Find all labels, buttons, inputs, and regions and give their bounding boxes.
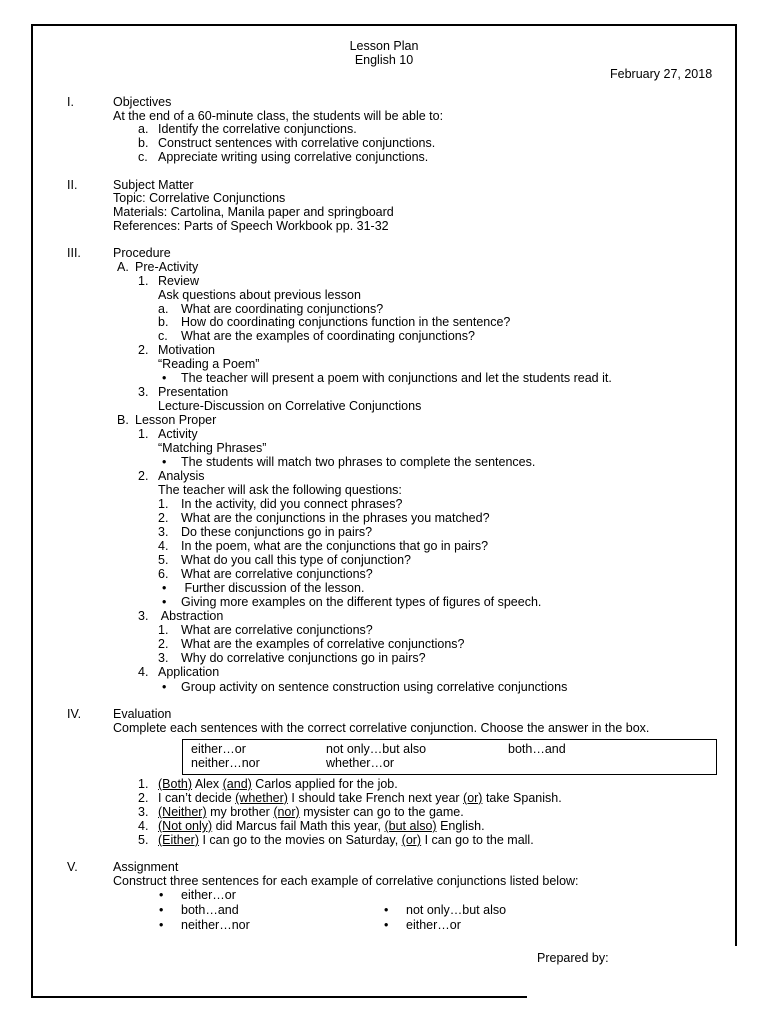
answer-choice: whether…or [326,756,395,770]
bullet: • [162,595,167,609]
list-item: either…or [406,918,461,932]
answer-blank: (Either) [158,833,199,847]
list-marker: 2. [138,343,149,357]
sentence-text: Alex [192,777,223,791]
page-border-right [735,24,737,946]
list-item: What are correlative conjunctions? [181,623,373,637]
section-numeral: V. [67,860,78,874]
sentence-text: English. [436,819,485,833]
list-marker: 1. [138,427,149,441]
list-marker: 6. [158,567,169,581]
bullet: • [384,918,389,932]
evaluation-item [158,777,398,791]
answer-blank: (Neither) [158,805,207,819]
subject-materials: Materials: Cartolina, Manila paper and springboard [113,205,394,219]
list-item: either…or [181,888,236,902]
list-marker: b. [138,136,149,150]
list-marker: 1. [138,274,149,288]
step-review: Review [158,274,199,288]
answer-blank: (Not only) [158,819,213,833]
list-marker: 3. [138,385,149,399]
section-heading-evaluation: Evaluation [113,707,172,721]
section-heading-objectives: Objectives [113,95,172,109]
list-marker: 4. [158,539,169,553]
list-item: In the activity, did you connect phrases? [181,497,403,511]
page-border-left [31,24,33,998]
list-item: In the poem, what are the conjunctions that go in pairs? [181,539,489,553]
list-item: Giving more examples on the different types of figures of speech. [181,595,542,609]
bullet: • [159,888,164,902]
list-marker: 3. [138,805,149,819]
list-marker: c. [138,150,148,164]
section-numeral: III. [67,246,81,260]
step-abstraction: Abstraction [158,609,224,623]
sentence-text: take Spanish. [482,791,562,805]
list-item: Group activity on sentence construction using correlative conjunctions [181,680,568,694]
answer-choice: either…or [191,742,246,756]
subject-topic: Topic: Correlative Conjunctions [113,191,286,205]
sentence-text: Carlos applied for the job. [251,777,398,791]
subsection-pre-activity: Pre-Activity [135,260,199,274]
list-marker: 3. [158,651,169,665]
list-item: The students will match two phrases to complete the sentences. [181,455,536,469]
list-marker: a. [158,302,169,316]
list-marker: 3. [158,525,169,539]
section-heading-assignment: Assignment [113,860,179,874]
assignment-instruction: Construct three sentences for each example of correlative conjunctions listed below: [113,874,579,888]
sentence-text: I can go to the movies on Saturday, [198,833,402,847]
list-item: What are the conjunctions in the phrases you matched? [181,511,490,525]
list-marker: 4. [138,819,149,833]
bullet: • [162,371,167,385]
step-application: Application [158,665,220,679]
list-item: Appreciate writing using correlative conjunctions. [158,150,429,164]
list-marker: a. [138,122,149,136]
answer-blank: (or) [401,833,422,847]
list-item: What are coordinating conjunctions? [181,302,384,316]
sentence-text: did Marcus fail Math this year, [212,819,385,833]
bullet: • [162,455,167,469]
list-marker: B. [117,413,129,427]
evaluation-item [158,819,485,833]
list-item: What do you call this type of conjunction? [181,553,411,567]
answer-choice: both…and [508,742,566,756]
bullet: • [159,918,164,932]
list-item: Why do correlative conjunctions go in pairs? [181,651,426,665]
motivation-title: “Reading a Poem” [158,357,260,371]
step-motivation: Motivation [158,343,215,357]
presentation-text: Lecture-Discussion on Correlative Conjunctions [158,399,422,413]
answer-choice: neither…nor [191,756,260,770]
answer-blank: (Both) [158,777,193,791]
section-heading-subject-matter: Subject Matter [113,178,194,192]
page-border-top [31,24,737,26]
list-item: neither…nor [181,918,250,932]
section-numeral: I. [67,95,74,109]
list-marker: A. [117,260,129,274]
answer-blank: (or) [463,791,483,805]
list-marker: 2. [138,469,149,483]
answer-box [182,739,717,775]
list-marker: 2. [138,791,149,805]
evaluation-instruction: Complete each sentences with the correct correlative conjunction. Choose the answer in the box. [113,721,650,735]
page-date: February 27, 2018 [610,67,713,81]
list-item: not only…but also [406,903,507,917]
sentence-text: mysister can go to the game. [299,805,464,819]
answer-blank: (and) [222,777,252,791]
page-border-bottom [31,996,527,998]
list-marker: 5. [158,553,169,567]
subject-references: References: Parts of Speech Workbook pp. 31-32 [113,219,389,233]
list-marker: c. [158,329,168,343]
step-activity: Activity [158,427,198,441]
list-item: What are the examples of coordinating conjunctions? [181,329,475,343]
list-item: The teacher will present a poem with conjunctions and let the students read it. [181,371,612,385]
list-item: How do coordinating conjunctions function in the sentence? [181,315,511,329]
list-marker: 1. [158,623,169,637]
analysis-intro: The teacher will ask the following questions: [158,483,402,497]
list-item: Further discussion of the lesson. [181,581,365,595]
sentence-text: I should take French next year [287,791,464,805]
list-marker: 5. [138,833,149,847]
activity-title: “Matching Phrases” [158,441,267,455]
prepared-by-label: Prepared by: [537,951,609,965]
list-item: both…and [181,903,239,917]
list-marker: 1. [138,777,149,791]
list-marker: 4. [138,665,149,679]
bullet: • [384,903,389,917]
list-item: Identify the correlative conjunctions. [158,122,357,136]
bullet: • [162,581,167,595]
page-title: Lesson Plan [349,39,419,53]
subsection-lesson-proper: Lesson Proper [135,413,217,427]
list-item: What are the examples of correlative conjunctions? [181,637,465,651]
list-item: Do these conjunctions go in pairs? [181,525,373,539]
answer-blank: (whether) [235,791,288,805]
sentence-text: I can go to the mall. [421,833,534,847]
evaluation-item [158,805,464,819]
list-marker: 2. [158,511,169,525]
list-marker: 2. [158,637,169,651]
bullet: • [159,903,164,917]
answer-choice: not only…but also [326,742,427,756]
section-heading-procedure: Procedure [113,246,171,260]
section-numeral: IV. [67,707,82,721]
list-item: What are correlative conjunctions? [181,567,373,581]
objectives-intro: At the end of a 60-minute class, the students will be able to: [113,109,444,123]
list-marker: b. [158,315,169,329]
review-intro: Ask questions about previous lesson [158,288,361,302]
answer-blank: (but also) [384,819,437,833]
section-numeral: II. [67,178,78,192]
evaluation-item [158,791,562,805]
list-item: Construct sentences with correlative conjunctions. [158,136,436,150]
list-marker: 3. [138,609,149,623]
sentence-text: my brother [206,805,274,819]
answer-blank: (nor) [273,805,300,819]
bullet: • [162,680,167,694]
step-analysis: Analysis [158,469,205,483]
list-marker: 1. [158,497,169,511]
step-presentation: Presentation [158,385,229,399]
evaluation-item [158,833,534,847]
sentence-text: I can’t decide [158,791,236,805]
page-subject: English 10 [354,53,414,67]
